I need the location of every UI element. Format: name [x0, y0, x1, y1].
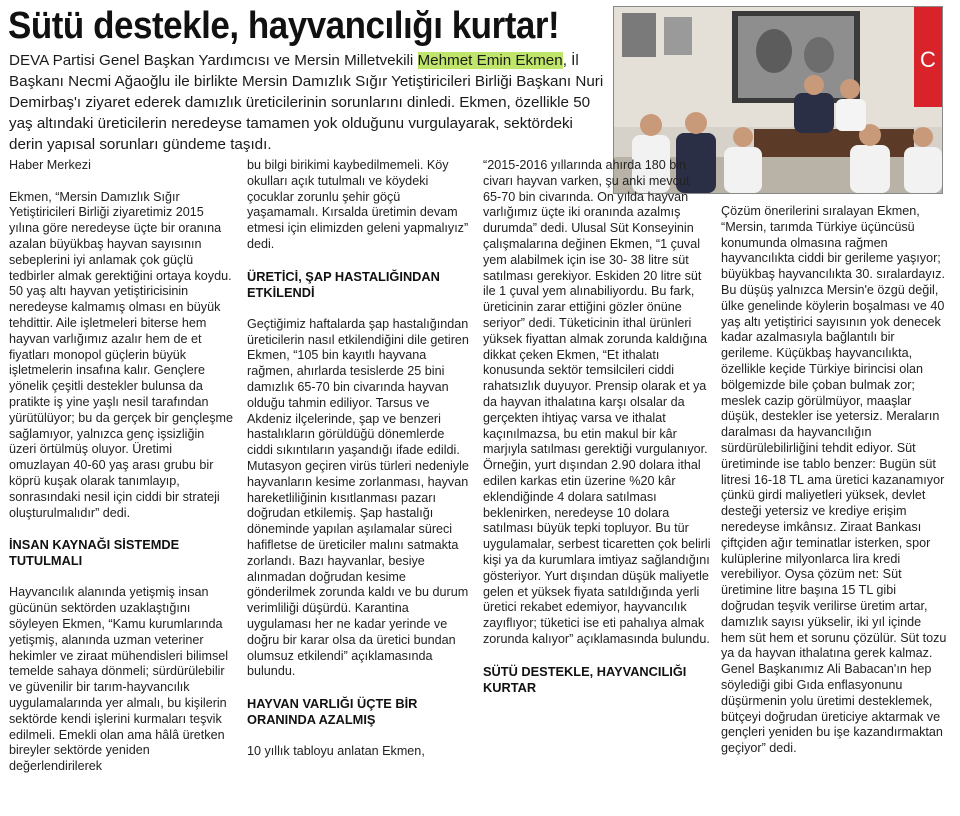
- article-column-4: [721, 204, 947, 804]
- byline: Haber Merkezi: [9, 158, 91, 172]
- body-paragraph: Hayvancılık alanında yetişmiş insan gücünün sektörden uzaklaştığını söyleyen Ekmen, “Kamu kurumlarında yetişmiş, alanında uzman veteriner hekimler ve ziraat mühendisleri bilimsel temelde sahaya dönmeli; sürdürülebilir ve güvenilir bir tarım-hayvancılık uygulamalarında yer almalı, bu kişilerin sektörde kendi işlerini kurmaları teşvik edilmeli. Emekli olan ama hâlâ üretken bireyler sektörde yeniden değerlendirilerek: [9, 585, 229, 774]
- article-column-2: [247, 158, 473, 808]
- article-column-1: [9, 158, 235, 808]
- body-paragraph: bu bilgi birikimi kaybedilmemeli. Köy okulları açık tutulmalı ve köydeki çocuklar zorunlu şehir göçü yaşamamalı. Kırsalda üretimin devam etmesi için elimizden geleni yapmalıyız” dedi.: [247, 158, 469, 251]
- subheading: HAYVAN VARLIĞI ÜÇTE BİR ORANINDA AZALMIŞ: [247, 696, 418, 728]
- lead-text-start: DEVA Partisi Genel Başkan Yardımcısı ve Mersin Milletvekili: [9, 52, 418, 69]
- lead-text-end: , İl Başkanı Necmi Ağaoğlu ile birlikte Mersin Damızlık Sığır Yetiştiricileri Birliği Başkanı Nuri Demirbaş'ı ziyaret ederek damızlık üreticilerinin sorunlarını dinledi. Ekmen, özellikle 50 yaş altındaki üreticilerin neredeyse tamamen yok olduğunu vurgulayarak, sektördeki derin yapısal sorunları gündeme taşıdı.: [9, 52, 604, 153]
- subheading: İNSAN KAYNAĞI SİSTEMDE TUTULMALI: [9, 537, 180, 569]
- body-paragraph: “2015-2016 yıllarında ahırda 180 bin civarı hayvan varken, şu anki mevcut 65-70 bin civarında. On yılda hayvan varlığımız üçte iki oranında azalmış durumda” dedi. Ulusal Süt Konseyinin çalışmalarına değinen Ekmen, “1 çuval yem alabilmek için ise 30- 38 litre süt satılması gerekiyor. Eskiden 20 litre süt ile 1 çuval yem alınabiliyordu. Bu fark, üreticinin zarar ettiğini gözler önüne seriyor” dedi. Tüketicinin ithal ürünleri yüksek fiyattan almak zorunda kaldığına dikkat çeken Ekmen, “Et ithalatı konusunda sektör temsilcileri ciddi rahatsızlık duyuyor. Prensip olarak et ya da hayvan ithalatına karşı olsalar da gerçekten ihtiyaç varsa ve ithalat kaçınılmazsa, bu etin makul bir kâr marjıyla satılması gerektiği vurgulanıyor. Örneğin, yurt dışından 2.90 dolara ithal edilen karkas etin üzerine %20 kâr eklendiğinde 4 dolara satılması beklenirken, neredeyse 10 dolara satılması büyük tepki topluyor. Bu tür uygulamalar, serbest ticaretten çok belirli kişi ya da kurumlara imtiyaz sağlandığını gösteriyor. Yurt dışından düşük maliyetle gelen et yüksek fiyata satıldığında yerli üretici rekabet edemiyor, hayvancılık zayıflıyor; tüketici ise eti pahalıya almak zorunda kalıyor” açıklamasında bulundu.: [483, 158, 711, 646]
- photo-flag-letter: C: [920, 47, 936, 72]
- lead-highlighted-name: Mehmet Emin Ekmen: [417, 52, 563, 69]
- body-paragraph: Geçtiğimiz haftalarda şap hastalığından üreticilerin nasıl etkilendiğini dile getiren Ekmen, “105 bin kayıtlı hayvana rağmen, ahırlarda tesislerde 25 bini damızlık 65-70 bin civarında hayvan olduğu tahmin ediliyor. Tarsus ve Akdeniz ilçelerinde, şap ve benzeri hastalıkların görüldüğü dönemlerde ciddi sıkıntıların yaşandığı ifade edildi. Mutasyon geçiren virüs türleri nedeniyle hayvanların kesime zorlanması, hayvan hareketliliğinin kısıtlanması pazarı doğrudan etkilemiş. Şap hastalığı döneminde yapılan aşılamalar süreci hafifletse de üreticiler malını satmakta zorlandı. Bazı hayvanlar, besiye alınmadan doğrudan kesime gönderilmek zorunda kaldı ve bu durum verimliliği düşürdü. Karantina uygulaması her ne kadar yerinde ve doğru bir karar olsa da üretici bundan olumsuz etkilendi” açıklamasında bulundu.: [247, 316, 469, 679]
- subheading: ÜRETİCİ, ŞAP HASTALIĞINDAN ETKİLENDİ: [247, 268, 440, 300]
- body-paragraph: Ekmen, “Mersin Damızlık Sığır Yetiştiricileri Birliği ziyaretimiz 2015 yılına göre neredeyse üçte bir oranına azalan büyükbaş hayvan sayısının sebeplerini iyi anlamak çok güçlü tedbirler almak gerektiğini ortaya koydu. 50 yaş altı hayvan yetiştiricisinin neredeyse kalmamış olması en büyük tehdittir. Aile işletmeleri biterse hem hayvan varlığımız azalır hem de et fiyatları monopol güçlerin büyük işletmelerin insafına kalır. Gençlere yönelik çeşitli destekler bulunsa da pratikte iş yine yaşlı nesil tarafından yürütülüyor; bu da gerçek bir gençleşme sağlamıyor, yalnızca genç işsizliğin üzeri örtülmüş oluyor. Üretimi omuzlayan 40-60 yaş arası grubu bir köprü kuşak olarak tanımlayıp, sonrasındaki nesil için ciddi bir strateji oluşturulmalıdır” dedi.: [9, 189, 234, 520]
- subheading: SÜTÜ DESTEKLE, HAYVANCILIĞI KURTAR: [483, 663, 687, 695]
- body-paragraph: Çözüm önerilerini sıralayan Ekmen, “Mersin, tarımda Türkiye üçüncüsü konumunda olmasına rağmen hayvancılıkta ciddi bir gerileme yaşıyor; büyükbaş hayvancılıkta 30. sıralardayız. Bu düşüş yalnızca Mersin'e özgü değil, ülke genelinde köylerin boşalması ve 40 yaş altı yetiştirici sayısının yok denecek kadar azalmasıyla bağlantılı bir gerileme. Küçükbaş hayvancılıkta, özellikle keçide Türkiye birincisi olan bölgemizde bile çoban bulmak zor; meslek cazip görülmüyor, maaşlar düşük, destekler ise yetersiz. Meraların daralması da hayvancılığın sürdürülebilirliğini tehdit ediyor. Süt üretiminde ise tablo benzer: Bugün süt litresi 16-18 TL ama üretici kazanamıyor çünkü girdi maliyetleri yüksek, devlet desteği yetersiz ve krediye erişim neredeyse imkânsız. Ziraat Bankası çiftçiden ağır teminatlar isterken, spor kulüplerine milyonlarca lira kredi verebiliyor. Oysa çözüm net: Süt üretimine litre başına 15 TL gibi doğrudan teşvik verilirse üretim artar, damızlık sayısı yükselir, iki yıl içinde hem süt hem et sorunu çözülür. Süt tozu ya da hayvan ithalatına gerek kalmaz. Genel Başkanımız Ali Babacan'ın hep söylediği gibi Gıda enflasyonunu düşürmenin yolu üretimi desteklemek, bütçeyi doğrudan üreticiye aktarmak ve gençleri yeniden bu işe kazandırmaktan geçiyor” dedi.: [721, 204, 947, 756]
- headline: Sütü destekle, hayvancılığı kurtar!: [8, 5, 560, 47]
- lead-paragraph: [9, 50, 607, 155]
- article-column-3: [483, 158, 711, 808]
- body-paragraph: 10 yıllık tabloyu anlatan Ekmen,: [247, 744, 425, 759]
